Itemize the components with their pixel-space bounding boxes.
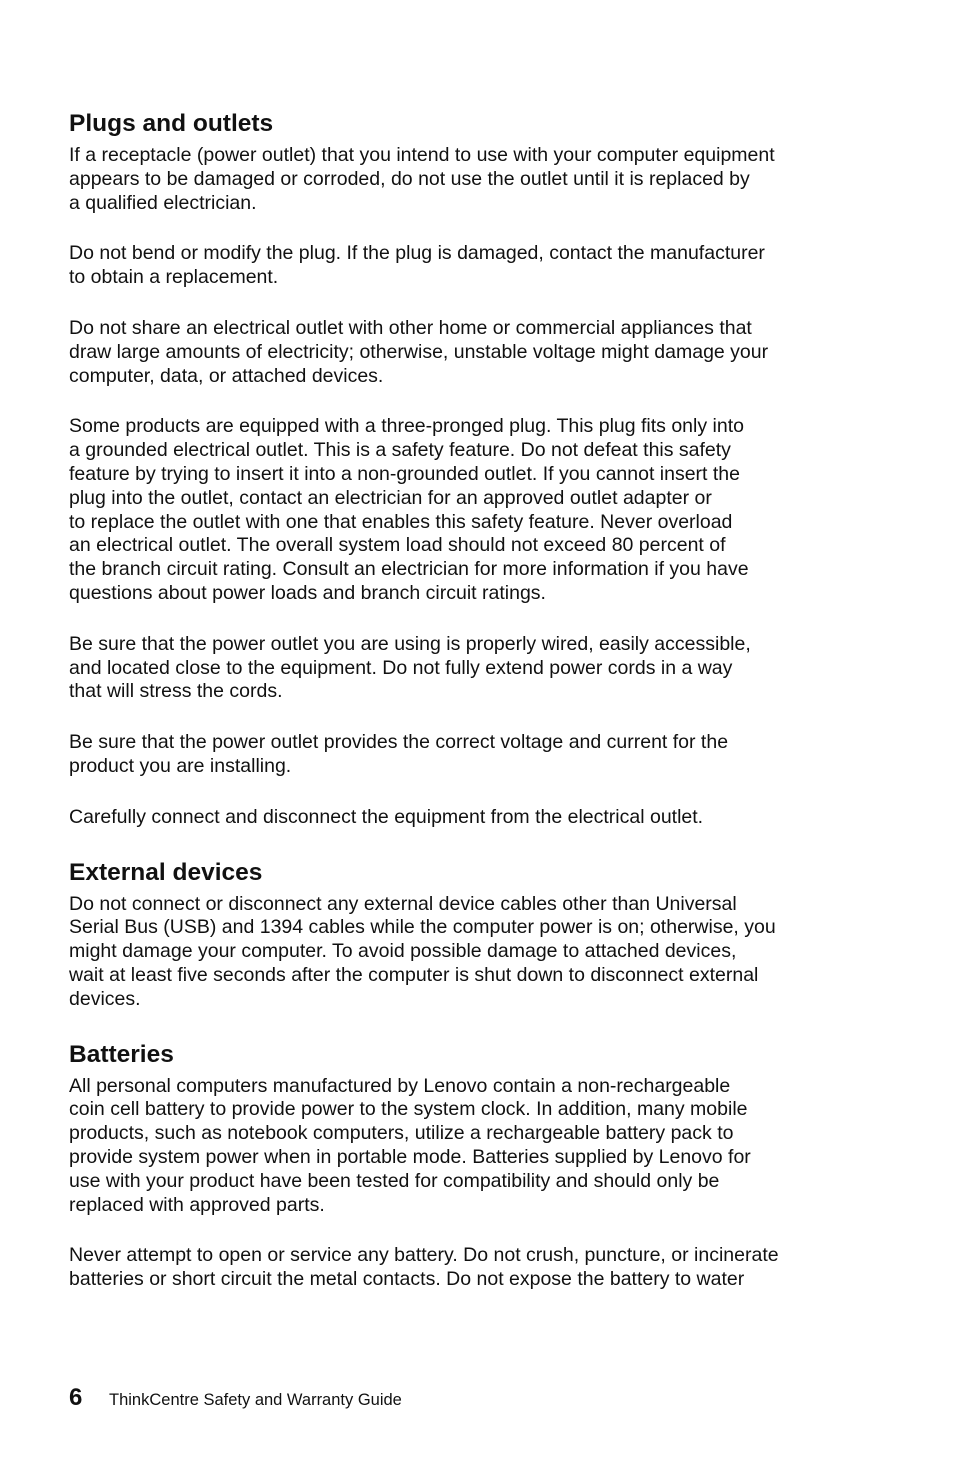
paragraph: All personal computers manufactured by Lenovo contain a non-rechargeable coin cell battery to provide power to the system clock. In addition, many mobile products, such as notebook computers, utilize a rechargeable battery pack to provide system power when in portable mode. Batteries supplied by Lenovo for use with your product have been tested for compatibility and should only be replaced with approved parts. — [69, 1074, 751, 1216]
paragraph: Do not connect or disconnect any external device cables other than Universal Serial Bus (USB) and 1394 cables while the computer power is on; otherwise, you might damage your computer. To avoid possible damage to attached devices, wait at least five seconds after the computer is shut down to disconnect external devices. — [69, 892, 776, 1010]
section-heading: Plugs and outlets — [69, 110, 274, 137]
section-external-devices — [69, 857, 869, 1012]
page-footer — [69, 1384, 402, 1412]
paragraph: Do not bend or modify the plug. If the plug is damaged, contact the manufacturer to obtain a replacement. — [69, 242, 765, 289]
section-heading: External devices — [69, 858, 263, 886]
paragraph: Be sure that the power outlet provides the correct voltage and current for the product you are installing. — [69, 731, 729, 777]
document-title: ThinkCentre Safety and Warranty Guide — [109, 1391, 402, 1409]
page-content — [69, 108, 869, 1319]
page-number: 6 — [69, 1384, 83, 1411]
section-heading: Batteries — [69, 1040, 174, 1068]
section-batteries — [69, 1039, 869, 1292]
paragraph: Some products are equipped with a three-pronged plug. This plug fits only into a grounded electrical outlet. This is a safety feature. Do not defeat this safety feature by trying to insert it into a non-grounded outlet. If you cannot insert the plug into the outlet, contact an electrician for an approved outlet adapter or to replace the outlet with one that enables this safety feature. Never overload an electrical outlet. The overall system load should not exceed 80 percent of the branch circuit rating. Consult an electrician for more information if you have questions about power loads and branch circuit ratings. — [69, 415, 749, 604]
paragraph: If a receptacle (power outlet) that you intend to use with your computer equipment appears to be damaged or corroded, do not use the outlet until it is replaced by a qualified electrician. — [69, 144, 775, 214]
paragraph: Never attempt to open or service any battery. Do not crush, puncture, or incinerate batteries or short circuit the metal contacts. Do not expose the battery to water — [69, 1244, 779, 1291]
paragraph: Carefully connect and disconnect the equipment from the electrical outlet. — [69, 805, 704, 828]
paragraph: Do not share an electrical outlet with other home or commercial appliances that draw large amounts of electricity; otherwise, unstable voltage might damage your computer, data, or attached devices. — [69, 316, 769, 387]
section-plugs-and-outlets — [69, 108, 869, 830]
paragraph: Be sure that the power outlet you are using is properly wired, easily accessible, and located close to the equipment. Do not fully extend power cords in a way that will stress the cords. — [69, 632, 751, 703]
